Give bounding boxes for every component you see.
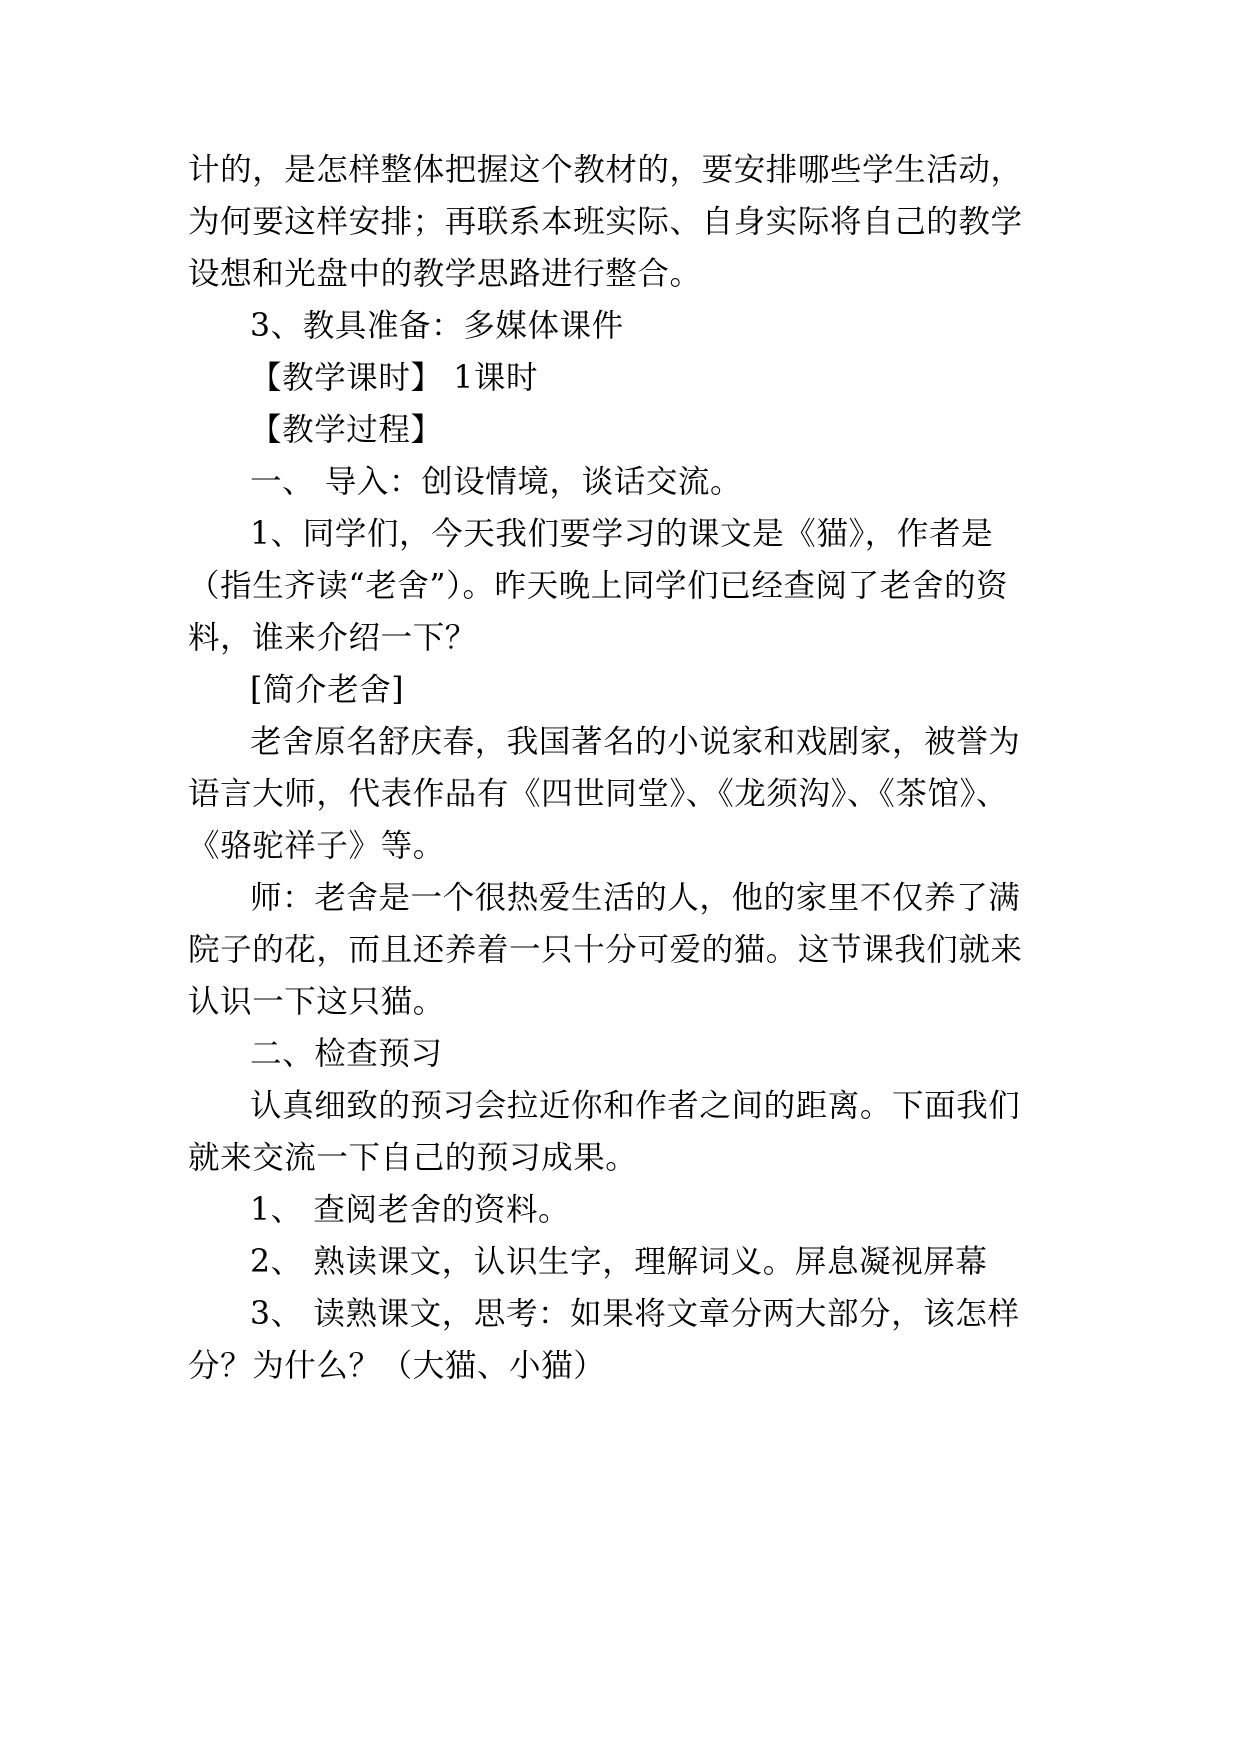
- text-line: （指生齐读“老舍”）。昨天晚上同学们已经查阅了老舍的资: [188, 568, 1009, 604]
- section-heading: 【教学过程】: [250, 412, 443, 448]
- section-heading: 【教学课时】 1课时: [250, 360, 539, 396]
- text-line: 设想和光盘中的教学思路进行整合。: [188, 256, 702, 292]
- text-line: 师：老舍是一个很热爱生活的人，他的家里不仅养了满: [250, 880, 1021, 916]
- list-item: 1、 查阅老舍的资料。: [250, 1192, 571, 1228]
- text-line: 认真细致的预习会拉近你和作者之间的距离。下面我们: [250, 1088, 1021, 1124]
- subheading: [简介老舍]: [250, 672, 405, 708]
- text-line: 为何要这样安排；再联系本班实际、自身实际将自己的教学: [188, 204, 1023, 240]
- text-line: 料，谁来介绍一下？: [188, 620, 477, 656]
- text-line: 分？为什么？（大猫、小猫）: [188, 1348, 606, 1384]
- text-line: 3、教具准备：多媒体课件: [250, 308, 624, 344]
- text-line: 就来交流一下自己的预习成果。: [188, 1140, 638, 1176]
- text-line: 语言大师，代表作品有《四世同堂》、《龙须沟》、《茶馆》、: [188, 776, 1009, 812]
- text-line: 1、同学们，今天我们要学习的课文是《猫》，作者是: [250, 516, 994, 552]
- list-item: 2、 熟读课文，认识生字，理解词义。屏息凝视屏幕: [250, 1244, 988, 1280]
- list-item: 3、 读熟课文，思考：如果将文章分两大部分，该怎样: [250, 1296, 1020, 1332]
- section-heading: 二、检查预习: [250, 1036, 443, 1072]
- section-heading: 一、 导入：创设情境，谈话交流。: [250, 464, 743, 500]
- text-line: 《骆驼祥子》等。: [188, 828, 445, 864]
- text-line: 老舍原名舒庆春，我国著名的小说家和戏剧家，被誉为: [250, 724, 1021, 760]
- text-line: 计的，是怎样整体把握这个教材的，要安排哪些学生活动，: [188, 152, 1023, 188]
- text-line: 认识一下这只猫。: [188, 984, 445, 1020]
- text-line: 院子的花，而且还养着一只十分可爱的猫。这节课我们就来: [188, 932, 1023, 968]
